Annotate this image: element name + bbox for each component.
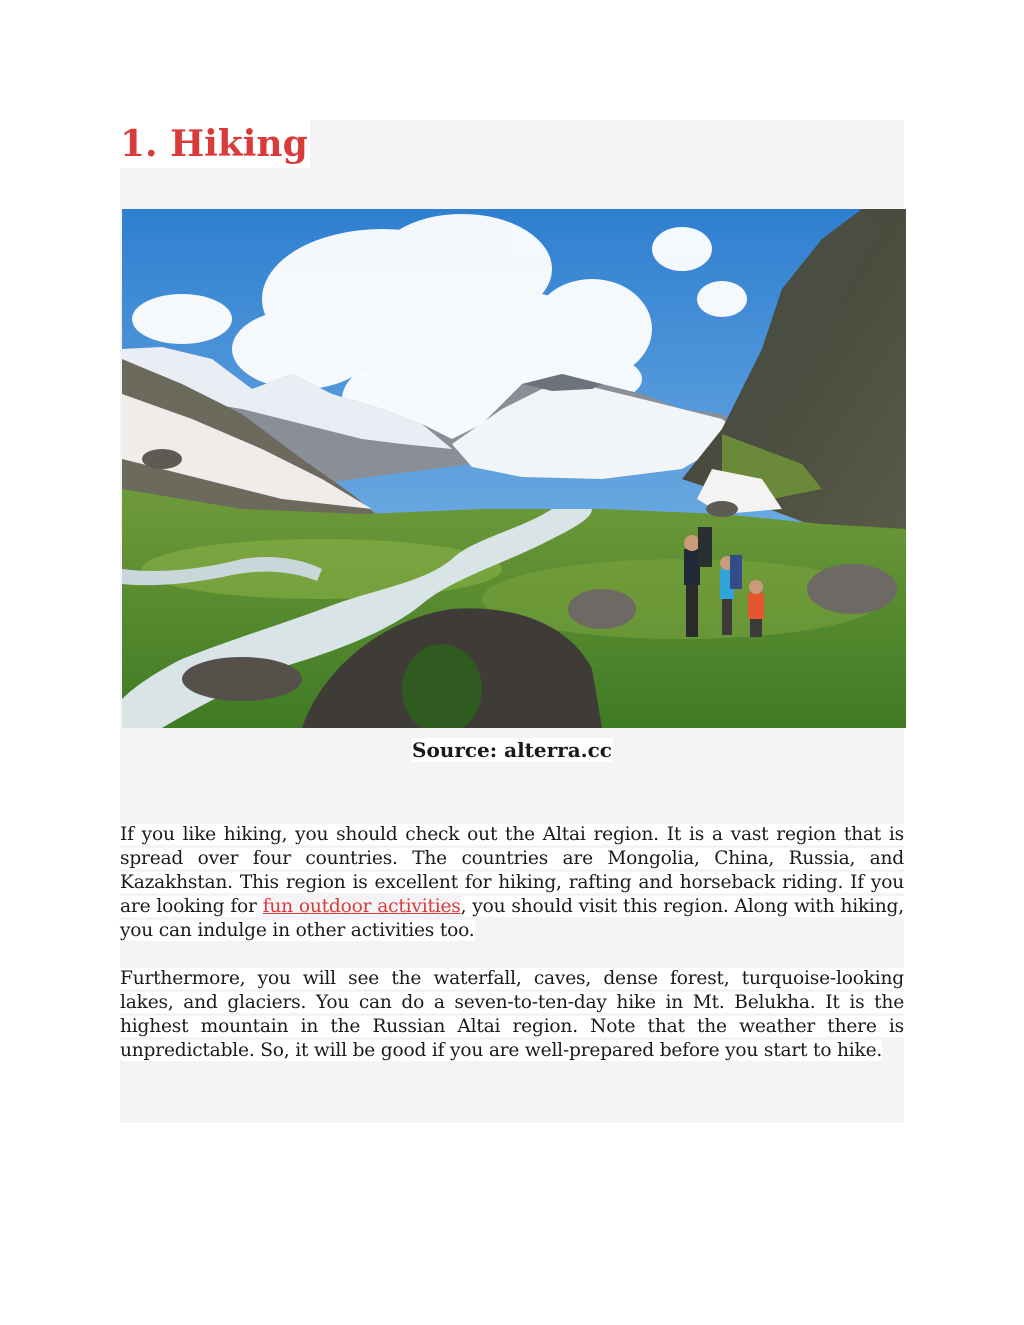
hiking-photo <box>122 209 906 728</box>
paragraph-belukha <box>120 967 904 1063</box>
fun-outdoor-activities-link[interactable]: fun outdoor activities <box>262 896 461 917</box>
paragraph-intro <box>120 823 904 943</box>
paragraph-intro-text-end: , you should visit this region. Along with hiking, you can indulge in other activities too. <box>120 896 904 941</box>
paragraph-belukha-text: Furthermore, you will see the waterfall, caves, dense forest, turquoise-looking lakes, and glaciers. You can do a seven-to-ten-day hike in Mt. Belukha. It is the highest mountain in the Russian Altai region. Note that the weather there is unpredictable. So, it will be good if you are well-prepared before you start to hike. <box>120 968 904 1061</box>
image-caption: Source: alterra.cc <box>412 738 612 762</box>
paragraph-intro-text-start: If you like hiking, you should check out the Altai region. It is a vast region that is spread over four countries. The countries are Mongolia, China, Russia, and Kazakhstan. This region is excellent for hiking, rafting and horseback riding. If you are looking for <box>120 824 904 917</box>
page-title: 1. Hiking <box>120 120 310 168</box>
